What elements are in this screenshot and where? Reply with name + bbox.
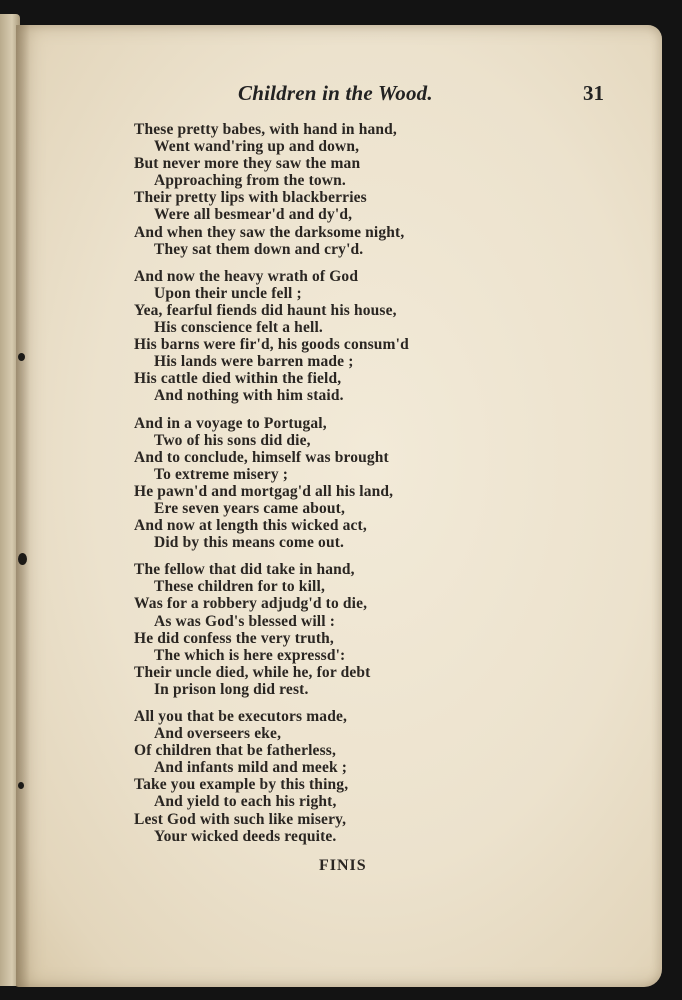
poem-line: These pretty babes, with hand in hand, [134, 121, 397, 138]
finis-label: FINIS [319, 857, 367, 874]
poem-line: Your wicked deeds requite. [154, 827, 337, 845]
poem-line: But never more they saw the man [134, 155, 361, 173]
poem-line: The which is here expressd': [154, 646, 346, 664]
book-page [16, 25, 662, 987]
poem-line: Of children that be fatherless, [134, 742, 336, 760]
poem-line: These children for to kill, [154, 578, 325, 596]
poem-line: Was for a robbery adjudg'd to die, [134, 595, 368, 613]
poem-line: The fellow that did take in hand, [134, 561, 355, 579]
binding-hole [18, 782, 24, 789]
poem-line: Went wand'ring up and down, [154, 138, 360, 156]
poem-line: He pawn'd and mortgag'd all his land, [134, 482, 394, 500]
stanza [134, 268, 594, 405]
poem-line: Their pretty lips with blackberries [134, 189, 367, 207]
poem-line: Take you example by this thing, [134, 776, 349, 794]
poem-line: Upon their uncle fell ; [154, 284, 302, 302]
poem-line: Approaching from the town. [154, 172, 346, 190]
poem-line: Lest God with such like misery, [134, 810, 347, 828]
poem-line: Did by this means come out. [154, 534, 345, 552]
poem-line: To extreme misery ; [154, 465, 289, 483]
stanza [134, 561, 594, 698]
running-title: Children in the Wood. [238, 81, 433, 105]
poem-line: His conscience felt a hell. [154, 319, 323, 337]
page-number: 31 [583, 81, 604, 105]
poem-line: And yield to each his right, [154, 793, 337, 811]
poem-line: And now at length this wicked act, [134, 517, 367, 535]
poem-line: They sat them down and cry'd. [154, 240, 364, 258]
poem-line: And now the heavy wrath of God [134, 267, 359, 285]
binding-hole [18, 553, 27, 565]
poem [134, 121, 594, 845]
stanza [134, 708, 594, 845]
poem-line: His lands were barren made ; [154, 353, 354, 371]
stanza [134, 121, 594, 258]
poem-line: And when they saw the darksome night, [134, 223, 405, 241]
poem-line: In prison long did rest. [154, 680, 309, 698]
poem-line: Ere seven years came about, [154, 499, 346, 517]
poem-line: Were all besmear'd and dy'd, [154, 206, 353, 224]
poem-line: All you that be executors made, [134, 708, 348, 725]
poem-line: Yea, fearful fiends did haunt his house, [134, 301, 397, 319]
poem-line: Two of his sons did die, [154, 431, 311, 449]
poem-line: And infants mild and meek ; [154, 759, 348, 777]
poem-line: His cattle died within the field, [134, 370, 342, 388]
poem-line: He did confess the very truth, [134, 629, 334, 647]
poem-line: His barns were fir'd, his goods consum'd [134, 336, 409, 354]
poem-line: And in a voyage to Portugal, [134, 414, 327, 432]
poem-line: And overseers eke, [154, 725, 282, 743]
stanza [134, 415, 594, 552]
binding-hole [18, 353, 25, 361]
poem-line: And nothing with him staid. [154, 387, 344, 405]
spine-shadow [16, 25, 30, 987]
poem-line: And to conclude, himself was brought [134, 448, 389, 466]
poem-line: Their uncle died, while he, for debt [134, 663, 371, 681]
poem-line: As was God's blessed will : [154, 612, 336, 630]
